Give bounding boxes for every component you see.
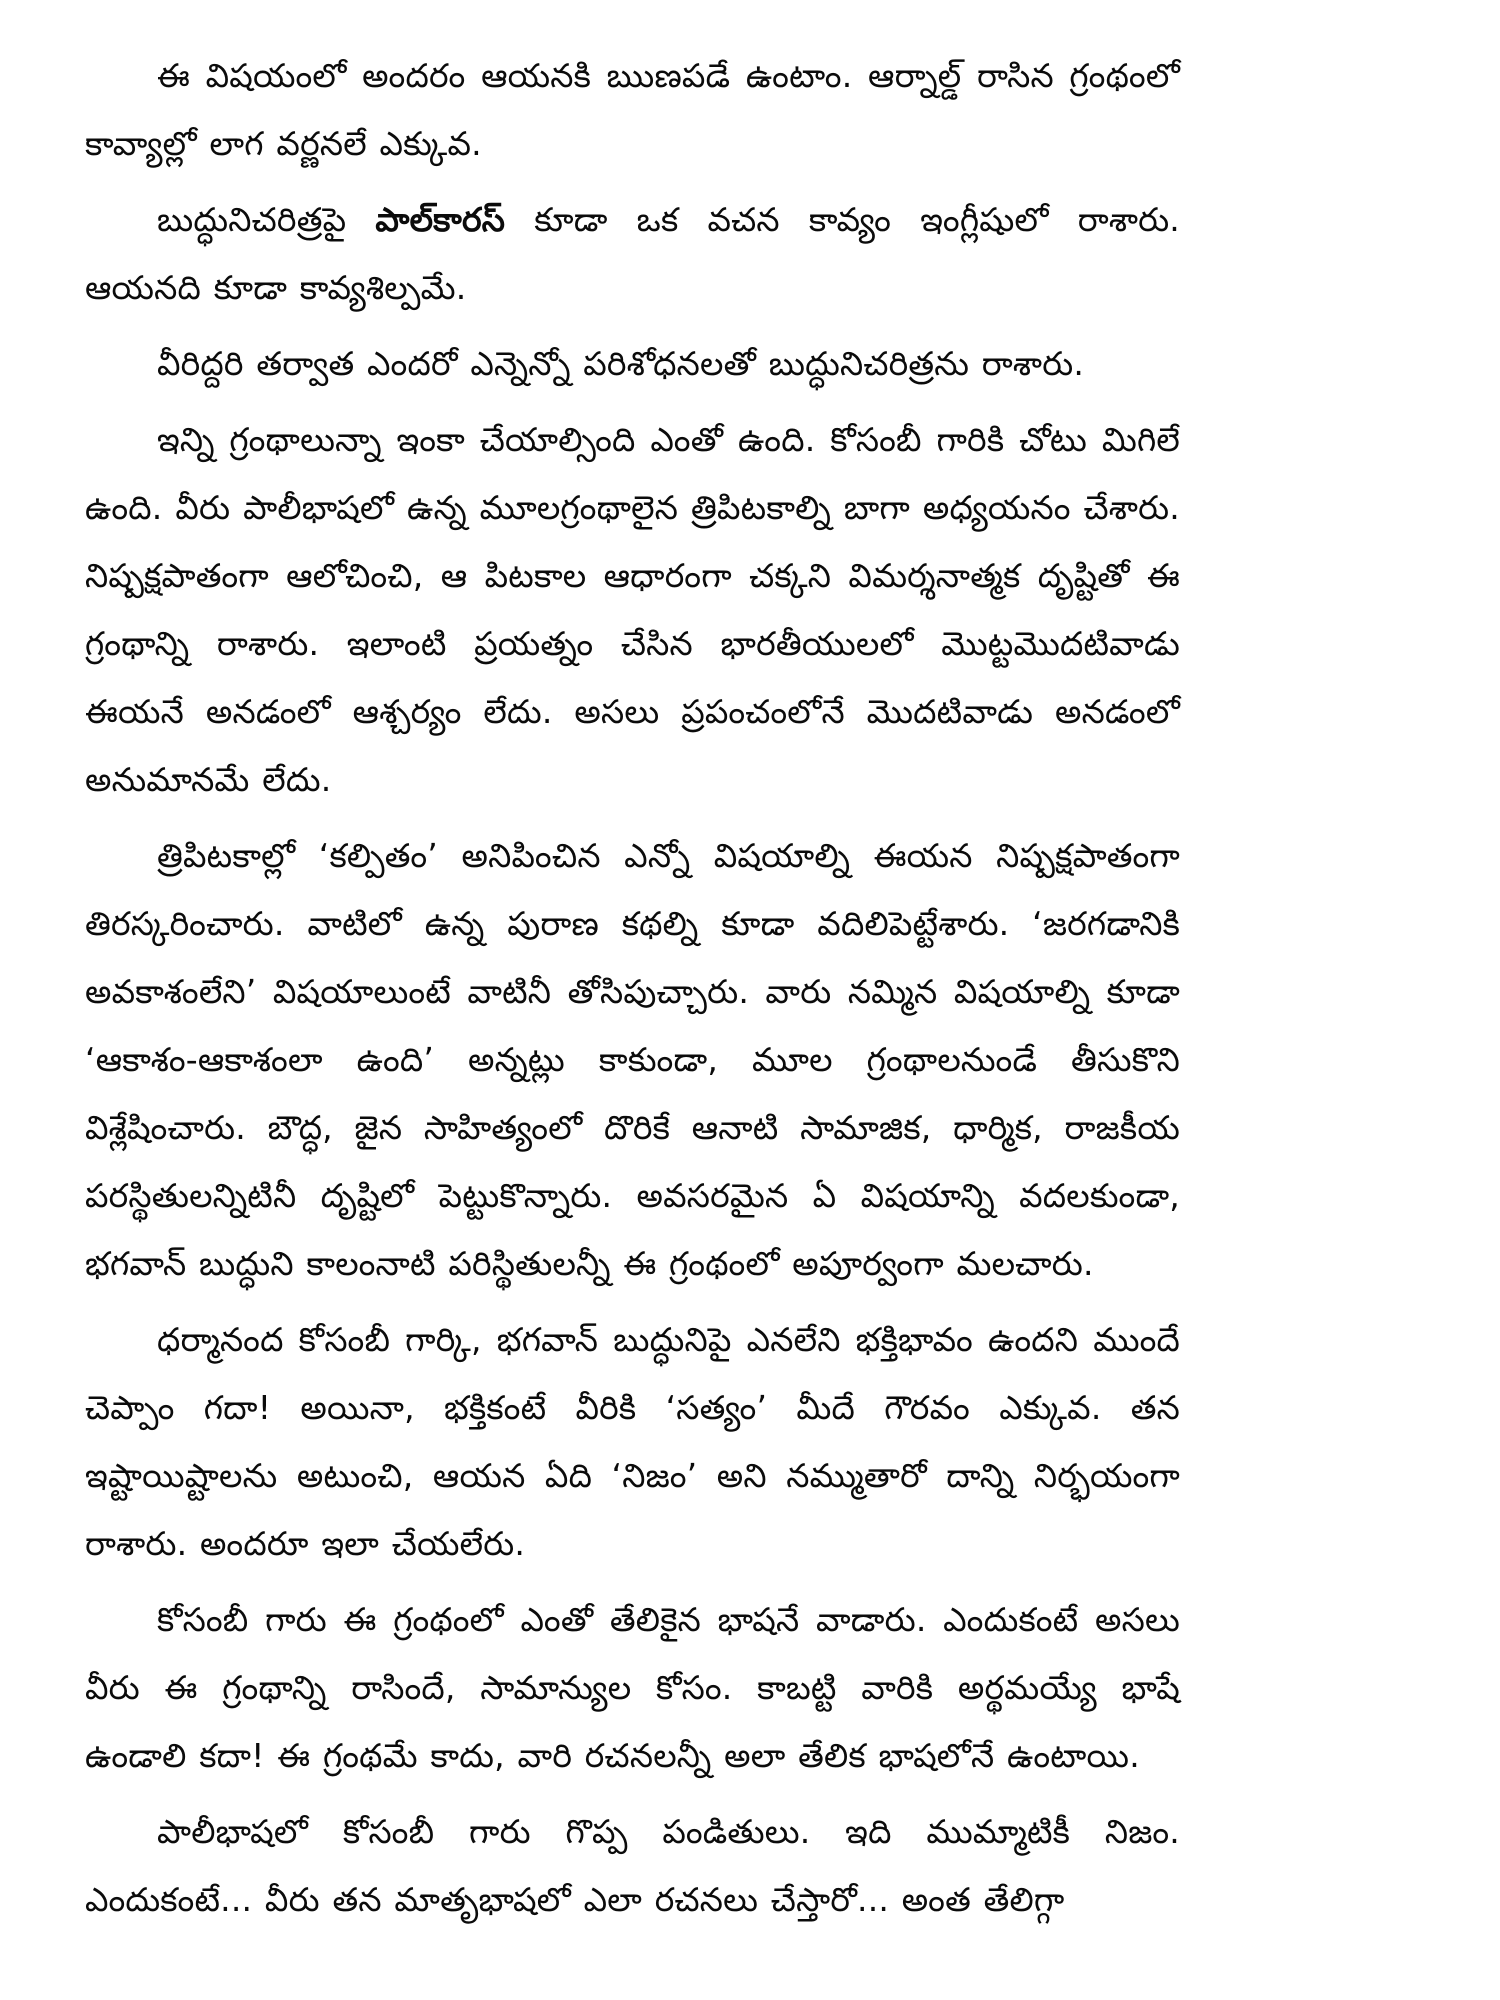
paragraph-4: ఇన్ని గ్రంథాలున్నా ఇంకా చేయాల్సింది ఎంతో ఉంది. కోసంబీ గారికి చోటు మిగిలే ఉంది. వీరు పాలీభాషలో ఉన్న మూలగ్రంథాలైన త్రిపిటకాల్ని బాగా అధ్యయనం చేశారు. నిష్పక్షపాతంగా ఆలోచించి, ఆ పిటకాల ఆధారంగా చక్కని విమర్శనాత్మక దృష్టితో ఈ గ్రంథాన్ని రాశారు. ఇలాంటి ప్రయత్నం చేసిన భారతీయులలో మొట్టమొదటివాడు ఈయనే అనడంలో ఆశ్చర్యం లేదు. అసలు ప్రపంచంలోనే మొదటివాడు అనడంలో అనుమానమే లేదు. <box>85 420 1180 799</box>
text-column <box>85 42 1180 1934</box>
paragraph-7: కోసంబీ గారు ఈ గ్రంథంలో ఎంతో తేలికైన భాషనే వాడారు. ఎందుకంటే అసలు వీరు ఈ గ్రంథాన్ని రాసిందే, సామాన్యుల కోసం. కాబట్టి వారికి అర్థమయ్యే భాషే ఉండాలి కదా! ఈ గ్రంథమే కాదు, వారి రచనలన్నీ అలా తేలిక భాషలోనే ఉంటాయి. <box>85 1600 1180 1775</box>
paragraph-2 <box>85 186 1180 322</box>
author-name-paul-carus: పాల్‌కారస్ <box>375 200 506 239</box>
paragraph-6: ధర్మానంద కోసంబీ గార్కి, భగవాన్ బుద్ధునిపై ఎనలేని భక్తిభావం ఉందని ముందే చెప్పాం గదా! అయినా, భక్తికంటే వీరికి ‘సత్యం’ మీదే గౌరవం ఎక్కువ. తన ఇష్టాయిష్టాలను అటుంచి, ఆయన ఏది ‘నిజం’ అని నమ్ముతారో దాన్ని నిర్భయంగా రాశారు. అందరూ ఇలా చేయలేరు. <box>85 1320 1180 1563</box>
text-segment: బుద్ధునిచరిత్రపై <box>157 200 376 239</box>
text-segment: కూడా ఒక వచన కావ్యం ఇంగ్లీషులో రాశారు. ఆయనది కూడా కావ్యశిల్పమే. <box>85 200 1180 307</box>
paragraph-8: పాలీభాషలో కోసంబీ గారు గొప్ప పండితులు. ఇది ముమ్మాటికీ నిజం. ఎందుకంటే... వీరు తన మాతృభాషలో ఎలా రచనలు చేస్తారో... అంత తేలిగ్గా <box>85 1812 1180 1919</box>
paragraph-3: వీరిద్దరి తర్వాత ఎందరో ఎన్నెన్నో పరిశోధనలతో బుద్ధునిచరిత్రను రాశారు. <box>157 344 1085 383</box>
paragraph-1: ఈ విషయంలో అందరం ఆయనకి ఋణపడే ఉంటాం. ఆర్నాల్డ్ రాసిన గ్రంథంలో కావ్యాల్లో లాగ వర్ణనలే ఎక్కువ. <box>85 56 1180 163</box>
paragraph-5: త్రిపిటకాల్లో ‘కల్పితం’ అనిపించిన ఎన్నో విషయాల్ని ఈయన నిష్పక్షపాతంగా తిరస్కరించారు. వాటిలో ఉన్న పురాణ కథల్ని కూడా వదిలిపెట్టేశారు. ‘జరగడానికి అవకాశంలేని’ విషయాలుంటే వాటినీ తోసిపుచ్చారు. వారు నమ్మిన విషయాల్ని కూడా ‘ఆకాశం-ఆకాశంలా ఉంది’ అన్నట్లు కాకుండా, మూల గ్రంథాలనుండే తీసుకొని విశ్లేషించారు. బౌద్ధ, జైన సాహిత్యంలో దొరికే ఆనాటి సామాజిక, ధార్మిక, రాజకీయ పరస్థితులన్నిటినీ దృష్టిలో పెట్టుకొన్నారు. అవసరమైన ఏ విషయాన్ని వదలకుండా, భగవాన్ బుద్ధుని కాలంనాటి పరిస్థితులన్నీ ఈ గ్రంథంలో అపూర్వంగా మలచారు. <box>85 836 1180 1283</box>
